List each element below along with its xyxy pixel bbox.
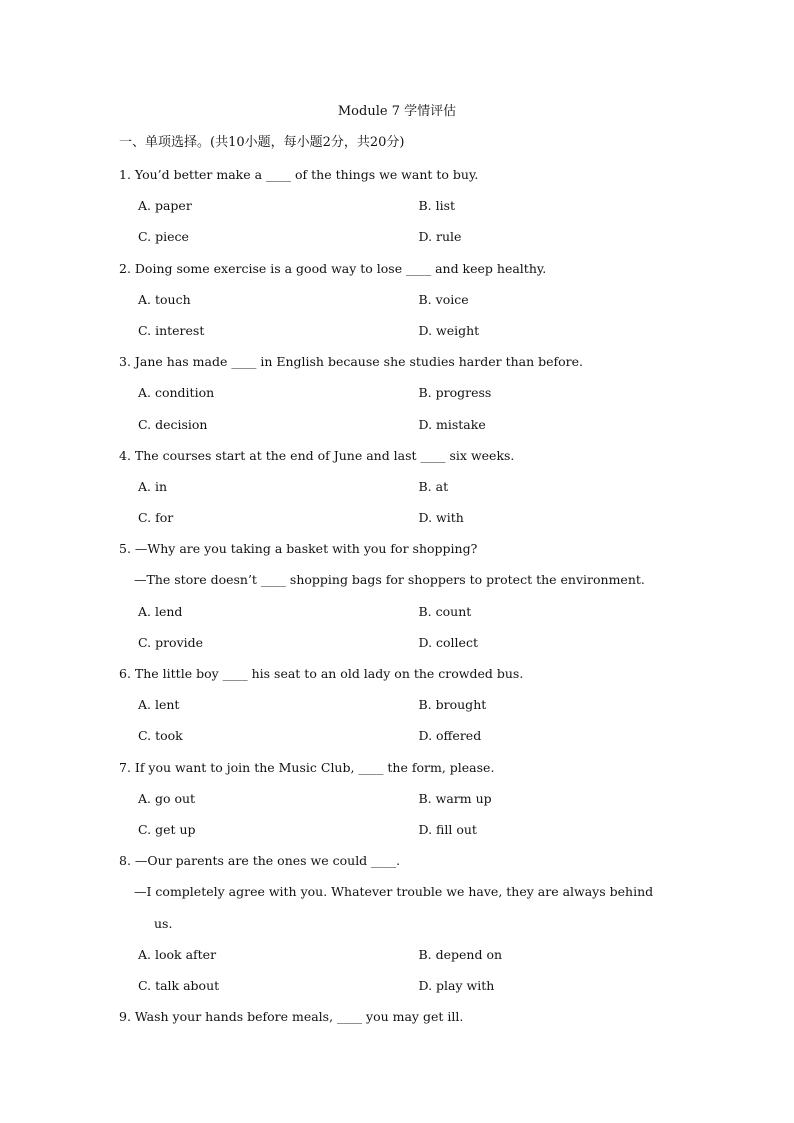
option-b: B. list xyxy=(418,198,456,214)
option-d: D. offered xyxy=(418,728,482,744)
question-stem: 3. Jane has made ____ in English because she studies harder than before. xyxy=(119,354,584,370)
option-d: D. with xyxy=(418,510,464,526)
options-row xyxy=(119,602,699,633)
option-a: A. lend xyxy=(138,603,183,619)
option-c: C. interest xyxy=(138,322,205,338)
options-row xyxy=(119,945,699,976)
options-row xyxy=(119,290,699,321)
option-d: D. rule xyxy=(418,229,462,245)
options-row xyxy=(119,976,699,1007)
options-row xyxy=(119,477,699,508)
question-2 xyxy=(119,259,699,353)
question-stem: 1. You’d better make a ____ of the things we want to buy. xyxy=(119,167,479,182)
question-7 xyxy=(119,758,699,852)
option-a: A. go out xyxy=(138,790,196,806)
option-a: A. condition xyxy=(138,385,215,401)
option-b: B. depend on xyxy=(418,946,503,962)
option-c: C. talk about xyxy=(138,977,220,993)
question-stem-line-2: —I completely agree with you. Whatever trouble we have, they are always behind xyxy=(134,884,654,900)
question-3 xyxy=(119,352,699,446)
option-b: B. voice xyxy=(418,291,469,307)
option-a: A. look after xyxy=(138,946,217,962)
option-d: D. collect xyxy=(418,634,478,650)
option-a: A. touch xyxy=(138,291,191,307)
question-stem: 6. The little boy ____ his seat to an old lady on the crowded bus. xyxy=(119,666,524,681)
option-d: D. mistake xyxy=(418,416,486,432)
option-d: D. weight xyxy=(418,322,480,338)
option-a: A. paper xyxy=(138,198,192,214)
question-stem-line-2: —The store doesn’t ____ shopping bags for shoppers to protect the environment. xyxy=(134,572,645,588)
question-6 xyxy=(119,664,699,758)
options-row xyxy=(119,508,699,539)
option-b: B. progress xyxy=(418,385,492,401)
question-stem-line-3: us. xyxy=(154,915,173,931)
option-d: D. play with xyxy=(418,977,495,993)
option-c: C. took xyxy=(138,728,183,744)
options-row xyxy=(119,321,699,352)
question-8 xyxy=(119,851,699,1007)
options-row xyxy=(119,820,699,851)
question-stem: 2. Doing some exercise is a good way to lose ____ and keep healthy. xyxy=(119,260,547,276)
option-a: A. in xyxy=(138,478,168,494)
option-b: B. warm up xyxy=(418,790,492,806)
options-row xyxy=(119,726,699,757)
option-b: B. at xyxy=(418,478,449,494)
question-stem: 5. —Why are you taking a basket with you for shopping? xyxy=(119,541,478,557)
option-c: C. piece xyxy=(138,229,189,245)
page-title: Module 7 学情评估 xyxy=(337,104,457,119)
options-row xyxy=(119,633,699,664)
question-list xyxy=(119,165,699,1038)
options-row xyxy=(119,695,699,726)
question-stem: 7. If you want to join the Music Club, ____ the form, please. xyxy=(119,759,495,775)
options-row xyxy=(119,789,699,820)
option-c: C. provide xyxy=(138,634,204,650)
question-4 xyxy=(119,446,699,540)
question-stem: 4. The courses start at the end of June and last ____ six weeks. xyxy=(119,447,515,463)
options-row xyxy=(119,227,699,258)
options-row xyxy=(119,196,699,227)
options-row xyxy=(119,383,699,414)
option-c: C. for xyxy=(138,510,174,526)
question-9 xyxy=(119,1007,699,1038)
question-1 xyxy=(119,165,699,259)
section-heading: 一、单项选择。(共10小题，每小题2分，共20分) xyxy=(119,135,405,150)
option-d: D. fill out xyxy=(418,821,477,837)
question-stem: 8. —Our parents are the ones we could ____. xyxy=(119,853,401,869)
option-b: B. brought xyxy=(418,697,487,713)
option-c: C. decision xyxy=(138,416,208,432)
options-row xyxy=(119,415,699,446)
option-c: C. get up xyxy=(138,821,196,837)
question-5 xyxy=(119,539,699,664)
question-stem: 9. Wash your hands before meals, ____ you may get ill. xyxy=(119,1009,464,1025)
option-b: B. count xyxy=(418,603,472,619)
option-a: A. lent xyxy=(138,697,180,713)
